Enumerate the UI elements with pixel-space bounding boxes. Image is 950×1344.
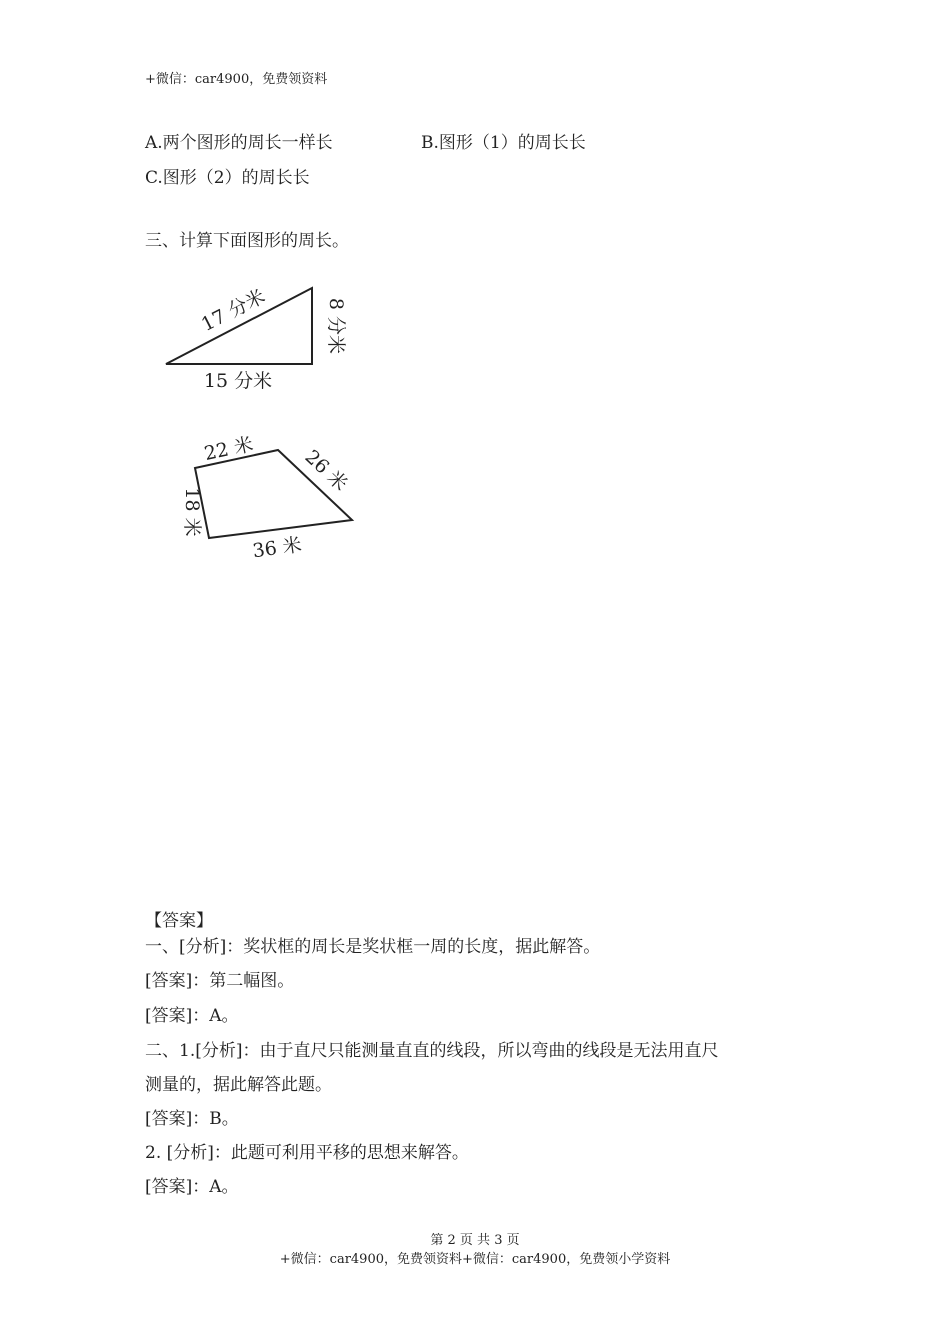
triangle-figure xyxy=(166,285,347,392)
section3-title: 三、计算下面图形的周长。 xyxy=(145,231,349,251)
answer-heading: 【答案】 xyxy=(145,911,213,931)
option-a: A.两个图形的周长一样长 xyxy=(145,133,333,153)
triangle-base-label: 15 分米 xyxy=(203,370,273,392)
option-b: B.图形（1）的周长长 xyxy=(421,133,586,153)
option-c: C.图形（2）的周长长 xyxy=(145,168,310,188)
quadrilateral-figure xyxy=(181,433,352,562)
answer-line-4: 二、1.[分析]：由于直尺只能测量直直的线段，所以弯曲的线段是无法用直尺 xyxy=(145,1041,719,1061)
quad-right-label: 26 米 xyxy=(300,445,352,496)
answer-line-5: 测量的，据此解答此题。 xyxy=(145,1075,332,1095)
quad-top-label: 22 米 xyxy=(202,433,256,466)
answer-line-6: [答案]：B。 xyxy=(145,1109,239,1129)
geometry-figures xyxy=(0,0,950,600)
answer-line-2: [答案]：第二幅图。 xyxy=(145,971,295,991)
answer-line-8: [答案]：A。 xyxy=(145,1177,239,1197)
triangle-hyp-label: 17 分米 xyxy=(197,285,269,336)
footer-watermark: +微信：car4900，免费领资料+微信：car4900，免费领小学资料 xyxy=(279,1252,671,1267)
quad-bottom-label: 36 米 xyxy=(251,533,304,563)
triangle-side-label: 8 分米 xyxy=(325,297,347,355)
answer-line-3: [答案]：A。 xyxy=(145,1006,239,1026)
header-watermark: +微信：car4900，免费领资料 xyxy=(145,72,328,87)
answer-line-7: 2. [分析]：此题可利用平移的思想来解答。 xyxy=(145,1143,469,1163)
answer-line-1: 一、[分析]：奖状框的周长是奖状框一周的长度，据此解答。 xyxy=(145,937,601,957)
page-number: 第 2 页 共 3 页 xyxy=(430,1233,520,1248)
quad-left-label: 18 米 xyxy=(181,487,203,537)
